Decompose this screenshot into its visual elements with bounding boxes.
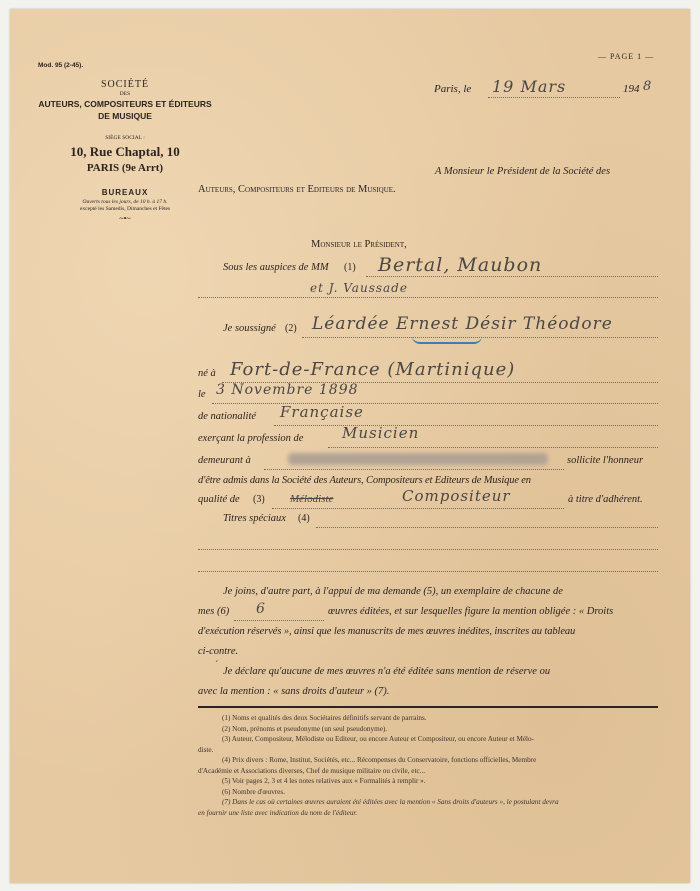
titres-note: (4)	[298, 513, 310, 524]
letterhead-hours2: excepté les Samedis, Dimanches et Fêtes	[79, 206, 171, 212]
p2-line1: Je déclare qu'aucune de mes œuvres n'a été éditée sans mention de réserve ou	[223, 666, 551, 677]
qualite-value: Compositeur	[402, 487, 511, 505]
p1-line4: ci-contre.	[198, 646, 239, 657]
p1-line3: d'exécution réservés », ainsi que les manuscrits de mes œuvres inédites, inscrites au tableau	[198, 626, 576, 637]
footnote-7: (7) Dans le cas où certaines œuvres auraient été éditées avec la mention « Sans droits d'auteurs », le postulant devra	[222, 798, 559, 806]
sollicite-text: sollicite l'honneur	[567, 455, 644, 466]
letterhead-society: SOCIÉTÉ	[100, 79, 150, 90]
footnote-4-cont: d'Académie et Associations diverses, Chef de musique militaire ou civile, etc...	[198, 766, 426, 775]
footnote-7-cont: en fournir une liste avec indication du nom de l'éditeur.	[198, 808, 358, 817]
qualite-note: (3)	[253, 494, 265, 505]
p1-line2-rest: œuvres éditées, et sur lesquelles figure la mention obligée : « Droits	[328, 606, 614, 617]
ne-label: né à	[198, 368, 216, 379]
underline-mark	[412, 336, 482, 344]
redacted-address	[288, 453, 548, 465]
footnote-5: (5) Voir pages 2, 3 et 4 les notes relatives aux « Formalités à remplir ».	[222, 777, 426, 785]
p1-count: 6	[256, 601, 266, 617]
footnotes	[198, 713, 668, 818]
letterhead-street: 10, Rue Chaptal, 10	[70, 144, 180, 159]
nationalite-label: de nationalité	[198, 411, 257, 422]
footnote-4: (4) Prix divers : Rome, Institut, Sociétés, etc... Récompenses du Conservatoire, fonctions officielles, Membre	[222, 756, 537, 764]
auspices-value2: et J. Vaussade	[310, 281, 408, 295]
recipient-line1: A Monsieur le Président de la Société des	[435, 166, 611, 177]
adherent-text: à titre d'adhérent.	[568, 494, 643, 505]
p1-line1: Je joins, d'autre part, à l'appui de ma demande (5), un exemplaire de chacune de	[223, 586, 563, 597]
salutation: Monsieur le Président,	[311, 239, 407, 250]
auspices-label: Sous les auspices de MM	[223, 262, 329, 273]
letterhead-siege: SIÈGE SOCIAL :	[105, 135, 145, 141]
ornament: ~•~	[119, 214, 131, 223]
letterhead-city: PARIS (9e Arrt)	[86, 162, 164, 174]
letterhead-hours1: Ouverts tous les jours, de 10 h. à 17 h.	[82, 199, 168, 205]
soussigne-value: Léardée Ernest Désir Théodore	[312, 314, 613, 334]
p1-mes: mes (6)	[198, 606, 230, 617]
ne-value: Fort-de-France (Martinique)	[230, 359, 516, 380]
soussigne-label: Je soussigné	[223, 323, 276, 334]
recipient-line2: Auteurs, Compositeurs et Editeurs de Musique.	[198, 184, 396, 195]
qualite-struck: Mélodiste	[290, 493, 334, 505]
letterhead	[30, 79, 220, 223]
soussigne-note: (2)	[285, 323, 297, 334]
date-year-suffix: 8	[643, 79, 653, 94]
titres-label: Titres spéciaux	[223, 513, 286, 524]
footnote-2: (2) Nom, prénoms et pseudonyme (un seul pseudonyme).	[222, 724, 388, 733]
date-prefix: Paris, le	[434, 83, 472, 95]
le-label: le	[198, 389, 206, 400]
auspices-value1: Bertal, Maubon	[378, 254, 543, 276]
auspices-note: (1)	[344, 262, 356, 273]
admis-text: d'être admis dans la Société des Auteurs, Compositeurs et Editeurs de Musique en	[198, 475, 531, 486]
nationalite-value: Française	[280, 403, 364, 421]
date-day-month: 19 Mars	[492, 77, 567, 96]
footnote-3-cont: diste.	[198, 745, 214, 754]
page-label: — PAGE 1 —	[598, 52, 655, 61]
profession-label: exerçant la profession de	[198, 433, 304, 444]
form-reference: Mod. 95 (2-45).	[38, 62, 84, 69]
le-value: 3 Novembre 1898	[216, 382, 359, 398]
profession-value: Musicien	[342, 424, 420, 442]
date-year-prefix: 194	[623, 83, 640, 95]
footnote-divider	[198, 706, 658, 708]
letterhead-line1: AUTEURS, COMPOSITEURS ET ÉDITEURS	[38, 99, 212, 109]
p2-line2: avec la mention : « sans droits d'auteur » (7).	[198, 686, 390, 697]
letterhead-bureaux: BUREAUX	[101, 188, 149, 197]
footnote-1: (1) Noms et qualités des deux Sociétaires définitifs servant de parrains.	[222, 714, 427, 722]
demeurant-label: demeurant à	[198, 455, 251, 466]
footnote-3: (3) Auteur, Compositeur, Mélodiste ou Editeur, ou encore Auteur et Compositeur, ou encore Auteur et Mélo-	[222, 735, 535, 743]
letterhead-des: DES	[119, 91, 131, 97]
footnote-6: (6) Nombre d'œuvres.	[222, 787, 285, 796]
form-sheet: Mod. 95 (2-45). SOCIÉTÉ DES AUTEURS, COMPOSITEURS ET ÉDITEURS DE MUSIQUE SIÈGE SOCIAL : 10, Rue Chaptal, 10 PARIS (9e Arrt) BUREAUX Ouverts tous les jours, de 10 h. à 17 h. excepté les Samedis, Dimanches et Fêtes ~•~ — PAGE 1 — Paris, le 19 Mars 194 8 A Monsieur le Président de la Société des Auteurs, Compositeurs et Editeurs de Musique. Monsieur le Président, Sous les auspices de MM (1) Bertal, Maubon et J. Vaussade Je soussigné (2) Léardée Ernest Désir Théodore né à Fort-de-France (Martinique) le 3 Novembre 1898 de nationalité Française exerçant la profession de Musicien demeurant à sollicite l'honneur d'être admis dans la Société des Auteurs, Compositeurs et Editeurs de Musique en qualité de (3) Mélodiste Compositeur à titre d'adhérent. Titres spéciaux (4) Je joins, d'autre part, à l'appui de ma demande (5), un exemplaire de chacune de mes (6) 6 œuvres éditées, et sur lesquelles figure la mention obligée : « Droits d'exécution réservés », ainsi que les manuscrits de mes œuvres inédites, inscrites au tableau ci-contre. ´ Je déclare qu'aucune de mes œuvres n'a été éditée sans mention de réserve ou avec la mention : « sans droits d'auteur » (7). (1) Noms et qualités des deux Sociétaires définitifs servant de parrains. (2) Nom, prénoms et pseudonyme (un seul pseudonyme). (3) Auteur, Compositeur, Mélodiste ou Editeur, ou encore Auteur et Compositeur, ou encore Auteur et Mélo- diste. (4) Prix divers : Rome, Institut, Sociétés, etc... Récompenses du Conservatoire, fonctions officielles, Membre d'Académie et Associations diverses, Chef de musique militaire ou civile, etc... (5) Voir pages 2, 3 et 4 les notes relatives aux « Formalités à remplir ». (6) Nombre d'œuvres. (7) Dans le cas où certaines œuvres auraient été éditées avec la mention « Sans droits d'auteurs », le postulant devra en fournir une liste avec indication du nom de l'éditeur.	[10, 9, 690, 883]
letterhead-line2: DE MUSIQUE	[98, 111, 152, 121]
qualite-label: qualité de	[198, 494, 240, 505]
